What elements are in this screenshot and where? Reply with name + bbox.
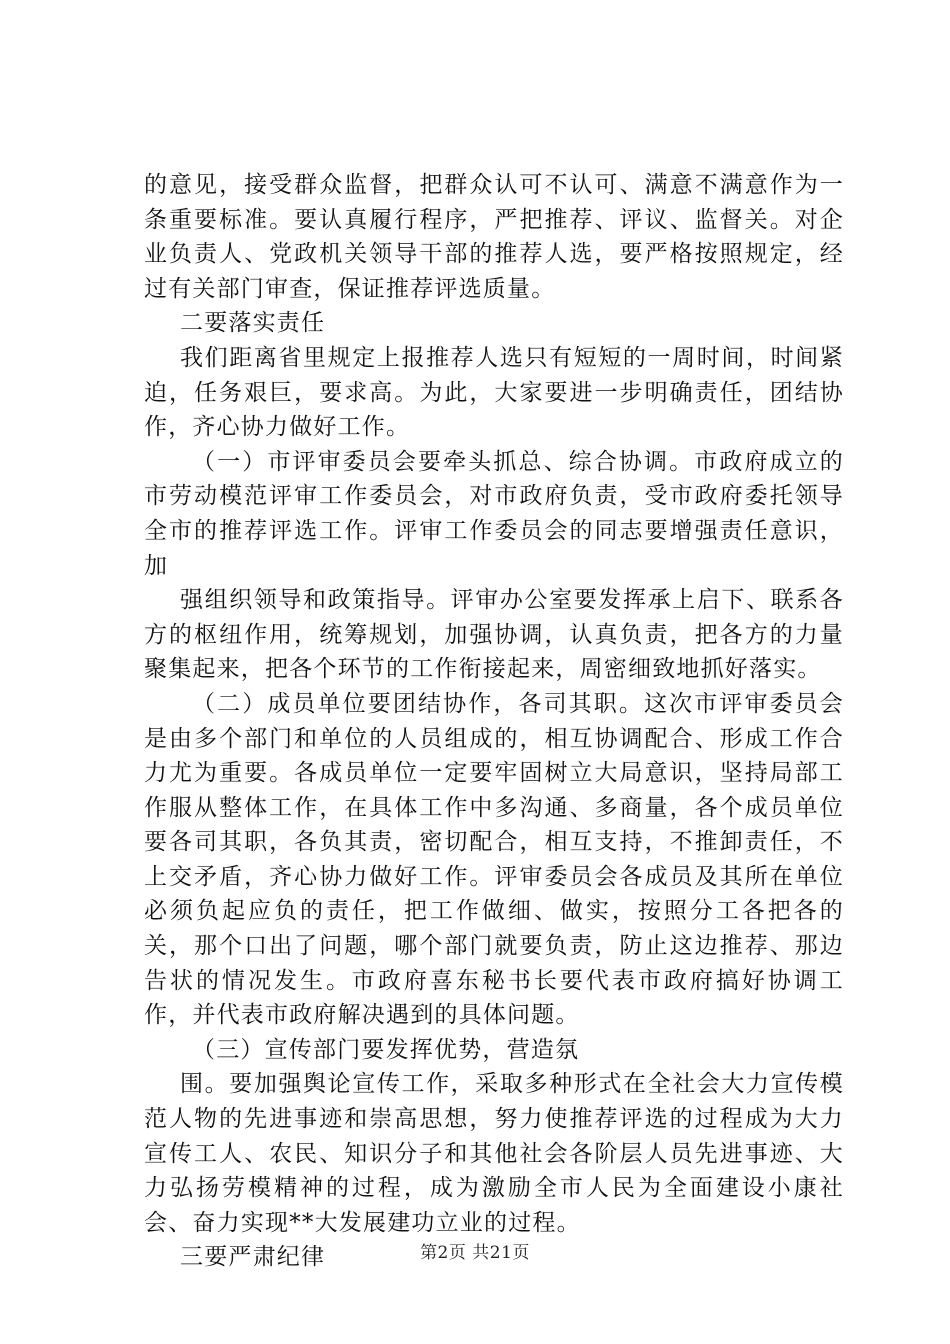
paragraph-6: （二）成员单位要团结协作，各司其职。这次市评审委员会是由多个部门和单位的人员组成的，相互协调配合、形成工作合力尤为重要。各成员单位一定要牢固树立大局意识，坚持局部工作服从整体工作，在具体工作中多沟通、多商量，各个成员单位要各司其职，各负其责，密切配合，相互支持，不推卸责任，不上交矛盾，齐心协力做好工作。评审委员会各成员及其所在单位必须负起应负的责任，把工作做细、做实，按照分工各把各的关，那个口出了问题，哪个部门就要负责，防止这边推荐、那边告状的情况发生。市政府喜东秘书长要代表市政府搞好协调工作，并代表市政府解决遇到的具体问题。 [144, 690, 844, 1029]
section-heading-2: 二要落实责任 [180, 310, 326, 337]
paragraph-5: 强组织领导和政策指导。评审办公室要发挥承上启下、联系各方的枢纽作用，统筹规划，加强协调，认真负责，把各方的力量聚集起来，把各个环节的工作衔接起来，周密细致地抓好落实。 [144, 587, 844, 683]
paragraph-7: （三）宣传部门要发挥优势，营造氛 [192, 1036, 580, 1063]
paragraph-1: 的意见，接受群众监督，把群众认可不认可、满意不满意作为一条重要标准。要认真履行程序，严把推荐、评议、监督关。对企业负责人、党政机关领导干部的推荐人选，要严格按照规定，经过有关部门审查，保证推荐评选质量。 [144, 172, 844, 302]
section-heading-3: 三要严肃纪律 [180, 1244, 326, 1271]
document-body [144, 168, 844, 1275]
paragraph-3: 我们距离省里规定上报推荐人选只有短短的一周时间，时间紧迫，任务艰巨，要求高。为此，大家要进一步明确责任，团结协作，齐心协力做好工作。 [144, 344, 844, 441]
page-number-footer: 第2页 共21页 [420, 1243, 530, 1263]
paragraph-8: 围。要加强舆论宣传工作，采取多种形式在全社会大力宣传模范人物的先进事迹和崇高思想，努力使推荐评选的过程成为大力宣传工人、农民、知识分子和其他社会各阶层人员先进事迹、大力弘扬劳模精神的过程，成为激励全市人民为全面建设小康社会、奋力实现**大发展建功立业的过程。 [144, 1071, 844, 1236]
paragraph-4: （一）市评审委员会要牵头抓总、综合协调。市政府成立的市劳动模范评审工作委员会，对市政府负责，受市政府委托领导全市的推荐评选工作。评审工作委员会的同志要增强责任意识，加 [144, 448, 844, 579]
